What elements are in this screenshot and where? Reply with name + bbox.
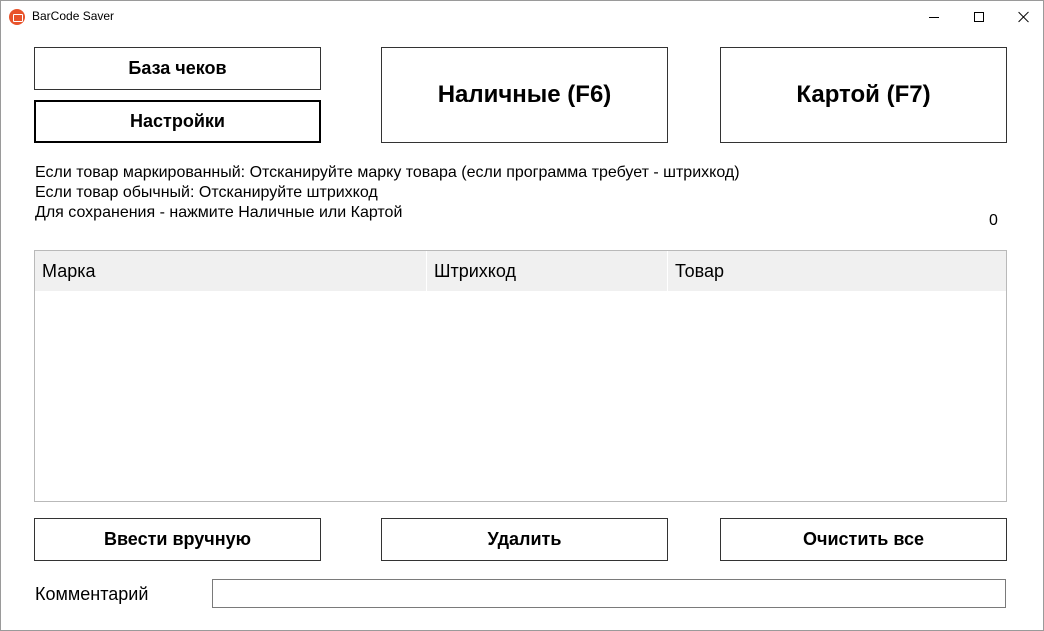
column-header-product[interactable]: Товар: [667, 251, 1006, 291]
settings-button[interactable]: Настройки: [34, 100, 321, 143]
comment-label: Комментарий: [35, 584, 149, 604]
table-header: [35, 251, 1006, 291]
maximize-icon: [974, 12, 984, 22]
instruction-regular-goods: Если товар обычный: Отсканируйте штрихкод: [35, 184, 378, 201]
pay-card-button[interactable]: Картой (F7): [720, 47, 1007, 143]
column-header-mark[interactable]: Марка: [42, 261, 96, 281]
items-counter: 0: [989, 212, 998, 229]
window-title: BarCode Saver: [32, 9, 115, 23]
minimize-icon: [929, 17, 939, 18]
receipts-database-button[interactable]: База чеков: [34, 47, 321, 90]
minimize-button[interactable]: [911, 1, 957, 33]
barcode-app-icon: [9, 9, 25, 25]
items-table[interactable]: [34, 250, 1007, 502]
close-icon: [1018, 11, 1030, 23]
manual-entry-button[interactable]: Ввести вручную: [34, 518, 321, 561]
delete-button[interactable]: Удалить: [381, 518, 668, 561]
instruction-save: Для сохранения - нажмите Наличные или Картой: [35, 204, 403, 221]
title-bar: [1, 1, 1043, 33]
pay-cash-button[interactable]: Наличные (F6): [381, 47, 668, 143]
column-header-barcode[interactable]: Штрихкод: [426, 251, 667, 291]
maximize-button[interactable]: [956, 1, 1002, 33]
clear-all-button[interactable]: Очистить все: [720, 518, 1007, 561]
instruction-marked-goods: Если товар маркированный: Отсканируйте марку товара (если программа требует - штрихкод): [35, 164, 740, 181]
comment-input[interactable]: [212, 579, 1006, 608]
close-button[interactable]: [1001, 1, 1044, 33]
